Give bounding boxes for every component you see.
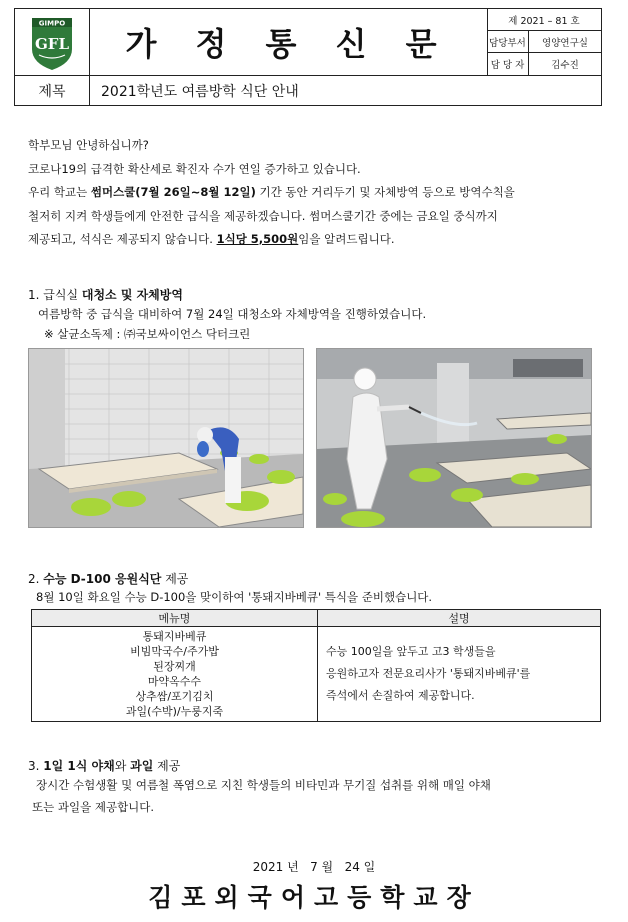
section3-line: 또는 과일을 제공합니다. — [32, 800, 155, 814]
menu-item: 마약옥수수 — [147, 675, 202, 688]
section1-text: 여름방학 중 급식을 대비하여 7월 24일 대청소와 자체방역을 진행하였습니다. — [38, 307, 427, 321]
menu-item: 통돼지바베큐 — [142, 630, 207, 643]
section3-text — [32, 774, 602, 818]
shield-icon — [15, 9, 89, 75]
description-line: 수능 100일을 앞두고 고3 학생들을 — [326, 645, 496, 658]
section1-heading: 1. 급식실 대청소 및 자체방역 — [28, 288, 183, 302]
description-line: 즉석에서 손질하여 제공합니다. — [326, 689, 475, 702]
menu-item: 비빔막국수/주가밥 — [130, 645, 219, 658]
subject-value: 2021학년도 여름방학 식단 안내 — [101, 83, 299, 100]
summer-school-period: 썸머스쿨(7월 26일~8월 12일) — [90, 185, 256, 199]
dept-value: 영양연구실 — [542, 37, 588, 49]
school-logo — [15, 9, 90, 75]
menu-item: 과일(수박)/누룽지죽 — [125, 705, 224, 718]
description-line: 응원하고자 전문요리사가 '통돼지바베큐'를 — [326, 667, 531, 680]
menu-table — [31, 609, 601, 722]
menu-description-cell — [318, 627, 601, 722]
meal-price: 1식당 5,500원 — [216, 232, 299, 246]
menu-item: 된장찌개 — [153, 660, 196, 673]
menu-column-header: 메뉴명 — [32, 610, 318, 627]
subject-label: 제목 — [15, 76, 90, 105]
subject-row — [14, 76, 602, 106]
intro-paragraph — [28, 134, 602, 252]
intro-line: 코로나19의 급격한 확산세로 확진자 수가 연일 증가하고 있습니다. — [28, 161, 361, 176]
section2-heading: 2. 수능 D-100 응원식단 제공 — [28, 572, 189, 586]
issue-date: 2021 년 7 월 24 일 — [252, 860, 376, 874]
intro-line: 우리 학교는 썸머스쿨(7월 26일~8월 12일) 기간 동안 거리두기 및 자체방역 등으로 방역수칙을 — [28, 185, 515, 199]
section3-heading: 3. 1일 1식 야채와 과일 제공 — [28, 759, 181, 773]
issue-number: 제 2021 – 81 호 — [487, 9, 601, 31]
dept-label: 담당부서 — [487, 31, 529, 52]
section3-line: 장시간 수험생활 및 여름철 폭염으로 지친 학생들의 비타민과 무기질 섭취를 위해 매일 야채 — [36, 778, 491, 792]
document-header — [14, 8, 602, 76]
intro-line: 제공되고, 석식은 제공되지 않습니다. 1식당 5,500원임을 알려드립니다. — [28, 232, 395, 246]
document-title: 가 정 통 신 문 — [89, 9, 488, 75]
disinfection-photo — [316, 348, 592, 528]
menu-items-cell — [32, 627, 318, 722]
document-meta — [487, 9, 601, 75]
svg-text:GFL: GFL — [34, 35, 70, 53]
principal-signature: 김포외국어고등학교장 — [148, 883, 480, 912]
intro-line: 철저히 지켜 학생들에게 안전한 급식을 제공하겠습니다. 썸머스쿨기간 중에는 금요일 중식까지 — [28, 208, 498, 223]
intro-line: 학부모님 안녕하십니까? — [28, 138, 149, 152]
person-label: 담 당 자 — [487, 53, 529, 75]
desc-column-header: 설명 — [318, 610, 601, 627]
menu-item: 상추쌈/포기김치 — [135, 690, 214, 703]
section2-text: 8월 10일 화요일 수능 D-100을 맞이하여 '통돼지바베큐' 특식을 준비했습니다. — [36, 590, 433, 604]
cleaning-photo — [28, 348, 304, 528]
person-value: 김수진 — [551, 60, 579, 71]
disinfectant-note: ※ 살균소독제 : ㈜국보싸이언스 닥터크린 — [44, 327, 251, 341]
svg-text:GIMPO: GIMPO — [38, 19, 66, 28]
